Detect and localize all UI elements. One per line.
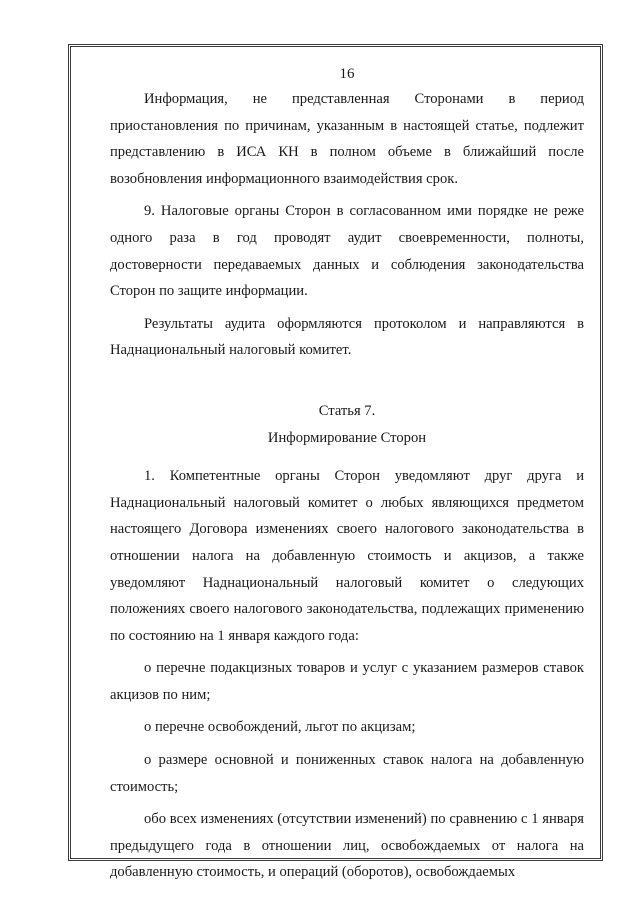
list-item-excise-exemptions: о перечне освобождений, льгот по акцизам; <box>144 719 416 736</box>
paragraph-audit-item-9: 9. Налоговые органы Сторон в согласованном ими порядке не реже одного раза в год проводят аудит своевременности, полноты, достоверности передаваемых данных и соблюдения законодательства Сторон по защите информации. <box>110 203 584 300</box>
page-number: 16 <box>339 66 355 82</box>
article-number: Статья 7. <box>318 402 376 419</box>
list-item-all-changes: обо всех изменениях (отсутствии изменений) по сравнению с 1 января предыдущего года в отношении лиц, освобождаемых от налога на добавленную стоимость, и операций (оборотов), освобождаемых <box>110 811 584 881</box>
list-item-vat-rates: о размере основной и пониженных ставок налога на добавленную стоимость; <box>110 752 584 795</box>
list-item-excisable-goods: о перечне подакцизных товаров и услуг с указанием размеров ставок акцизов по ним; <box>110 660 584 703</box>
paragraph-info-not-provided: Информация, не представленная Сторонами в период приостановления по причинам, указанным в настоящей статье, подлежит представлению в ИСА КН в полном объеме в ближайший после возобновления информационного взаимодействия срок. <box>110 91 584 187</box>
document-body <box>110 62 584 886</box>
article-title: Информирование Сторон <box>267 429 427 446</box>
article-heading <box>110 398 584 451</box>
paragraph-competent-authorities: 1. Компетентные органы Сторон уведомляют друг друга и Наднациональный налоговый комитет о любых являющихся предметом настоящего Договора изменениях своего налогового законодательства в отношении налога на добавленную стоимость и акцизов, а также уведомляют Наднациональный налоговый комитет о следующих положениях своего налогового законодательства, подлежащих применению по состоянию на 1 января каждого года: <box>110 468 584 644</box>
paragraph-audit-results: Результаты аудита оформляются протоколом и направляются в Наднациональный налоговый комитет. <box>110 315 584 359</box>
